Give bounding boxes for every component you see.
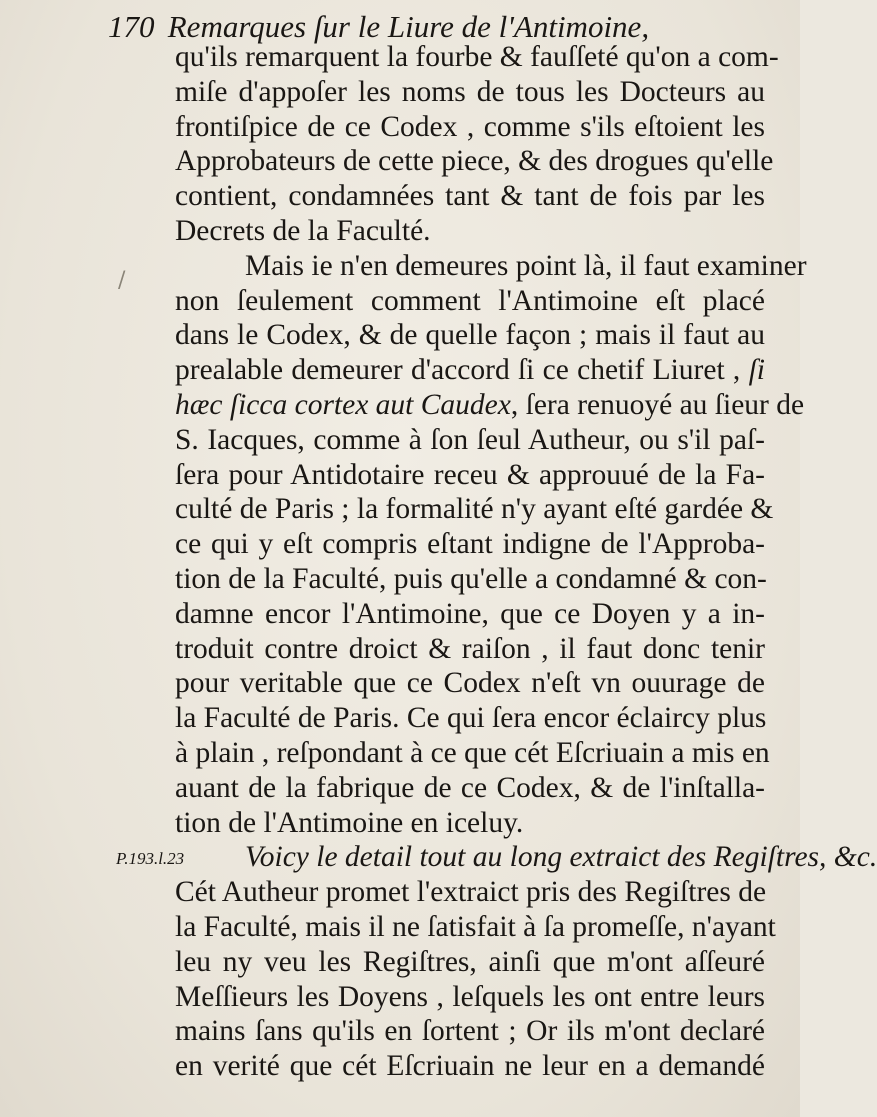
text-line: dans le Codex, & de quelle façon ; mais il faut au xyxy=(175,319,765,352)
text-line: Approbateurs de cette piece, & des drogues qu'elle xyxy=(175,145,774,178)
latin-phrase: hæc ſicca cortex aut Caudex xyxy=(175,388,511,421)
text-line: Cét Autheur promet l'extraict pris des Regiſtres de xyxy=(175,876,767,909)
text-line: Voicy le detail tout au long extraict des Regiſtres, &c. xyxy=(245,841,877,874)
text-line: damne encor l'Antimoine, que ce Doyen y a in- xyxy=(175,597,765,630)
latin-word: ſi xyxy=(740,354,765,387)
text-line: hæc ſicca cortex aut Caudex, ſera renuoyé au ſieur de xyxy=(175,388,805,421)
text-line: Meſſieurs les Doyens , leſquels les ont entre leurs xyxy=(175,980,765,1013)
text-line: pour veritable que ce Codex n'eſt vn ouurage de xyxy=(175,667,765,700)
text-line: contient, condamnées tant & tant de fois par les xyxy=(175,180,765,213)
text-line: mains ſans qu'ils en ſortent ; Or ils m'ont declaré xyxy=(175,1015,765,1048)
text-line: non ſeulement comment l'Antimoine eſt placé xyxy=(175,284,765,317)
text-line: à plain , reſpondant à ce que cét Eſcriuain a mis en xyxy=(175,736,770,769)
running-title: Remarques ſur le Liure de l'Antimoine, xyxy=(167,9,650,44)
page-number: 170 xyxy=(108,9,155,44)
text-line: qu'ils remarquent la fourbe & fauſſeté qu'on a com- xyxy=(175,41,779,73)
text-line: miſe d'appoſer les noms de tous les Docteurs au xyxy=(175,75,765,108)
text-line: la Faculté, mais il ne ſatisfait à ſa promeſſe, n'ayant xyxy=(175,910,776,943)
text-line: Decrets de la Faculté. xyxy=(175,214,431,247)
text-line: S. Iacques, comme à ſon ſeul Autheur, ou s'il paſ- xyxy=(175,423,765,456)
text-line: auant de la fabrique de ce Codex, & de l'inſtalla- xyxy=(175,771,765,804)
margin-reference-note: P.193.l.23 xyxy=(116,849,185,868)
text-line: frontiſpice de ce Codex , comme s'ils eſtoient les xyxy=(175,110,765,143)
body-text xyxy=(175,40,877,1084)
text-line: tion de l'Antimoine en iceluy. xyxy=(175,806,524,839)
ink-mark-icon: / xyxy=(118,268,126,293)
text-line: ſera pour Antidotaire receu & approuué de la Fa- xyxy=(175,458,765,491)
text-line: la Faculté de Paris. Ce qui ſera encor éclaircy plus xyxy=(175,702,767,735)
text-line: leu ny veu les Regiſtres, ainſi que m'ont aſſeuré xyxy=(175,945,765,978)
text-line: Mais ie n'en demeures point là, il faut examiner xyxy=(245,249,807,282)
text-line: troduit contre droict & raiſon , il faut donc tenir xyxy=(175,632,765,665)
text-line: ce qui y eſt compris eſtant indigne de l'Approba- xyxy=(175,528,765,561)
text-line: prealable demeurer d'accord ſi ce chetif Liuret , ſi xyxy=(175,354,765,387)
text-line: culté de Paris ; la formalité n'y ayant eſté gardée & xyxy=(175,493,774,526)
text-line: tion de la Faculté, puis qu'elle a condamné & con- xyxy=(175,562,767,595)
text-line: en verité que cét Eſcriuain ne leur en a demandé xyxy=(175,1050,765,1083)
